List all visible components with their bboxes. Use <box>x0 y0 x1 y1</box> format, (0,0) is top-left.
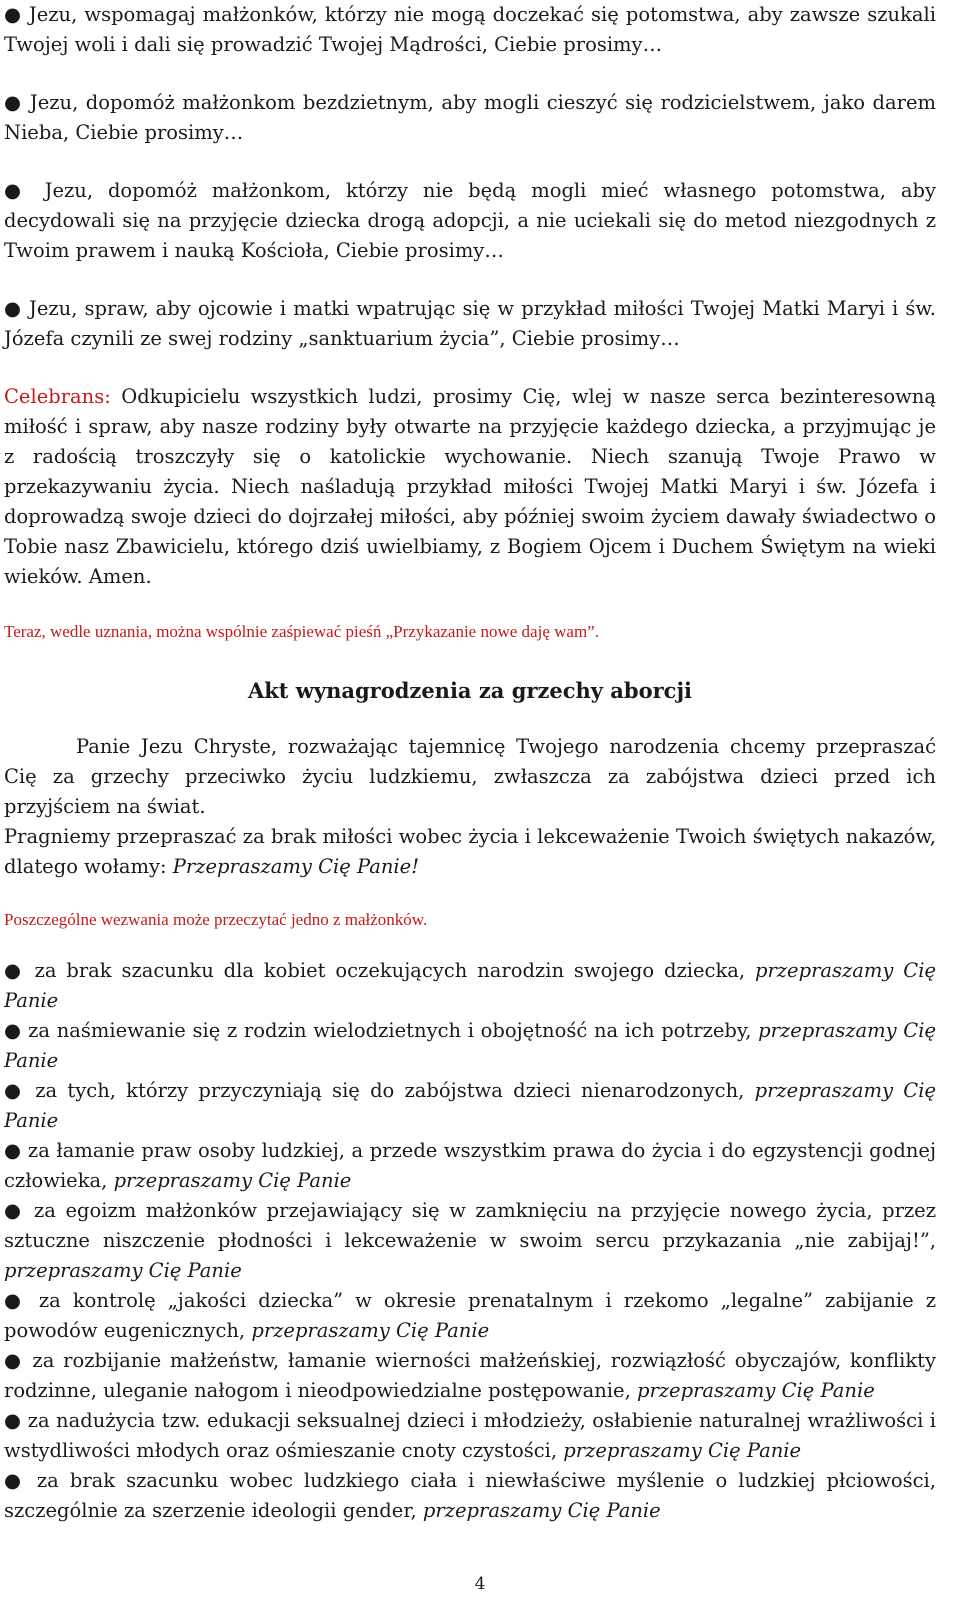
petition-text: ● za kontrolę „jakości dziecka” w okresie prenatalnym i rzekomo „legalne” zabijanie z powodów eugenicznych, <box>4 1289 936 1342</box>
petition-response: przepraszamy Cię Panie <box>113 1169 352 1192</box>
intercession-2: ● Jezu, dopomóż małżonkom bezdzietnym, aby mogli cieszyć się rodzicielstwem, jako darem Nieba, Ciebie prosimy… <box>4 91 936 144</box>
intro-paragraph-1: Panie Jezu Chryste, rozważając tajemnicę Twojego narodzenia chcemy przepraszać Cię za grzechy przeciwko życiu ludzkiemu, zwłaszcza za zabójstwa dzieci przed ich przyjściem na świat. <box>4 735 936 818</box>
petition-response: przepraszamy Cię Panie <box>251 1319 490 1342</box>
petition-response: przepraszamy Cię Panie <box>4 959 937 1012</box>
petition-text: ● za naśmiewanie się z rodzin wielodzietnych i obojętność na ich potrzeby, <box>4 1019 759 1042</box>
petition-text: ● za brak szacunku dla kobiet oczekujących narodzin swojego dziecka, <box>4 959 755 982</box>
petition-text: ● za łamanie praw osoby ludzkiej, a przede wszystkim prawa do życia i do egzystencji godnej człowieka, <box>4 1139 936 1192</box>
petition-item <box>4 1286 936 1346</box>
petition-response: przepraszamy Cię Panie <box>563 1439 802 1462</box>
celebrant-label: Celebrans: <box>4 385 111 408</box>
petition-item <box>4 1466 936 1526</box>
petition-item <box>4 956 936 1016</box>
petition-item <box>4 1076 936 1136</box>
petition-text: ● za nadużycia tzw. edukacji seksualnej dzieci i młodzieży, osłabienie naturalnej wrażliwości i wstydliwości młodych oraz ośmieszanie cnoty czystości, <box>4 1409 936 1462</box>
section-heading: Akt wynagrodzenia za grzechy aborcji <box>247 678 693 703</box>
petition-item <box>4 1136 936 1196</box>
intro-paragraph-2 <box>4 822 936 882</box>
intro-text: Pragniemy przepraszać za brak miłości wobec życia i lekceważenie Twoich świętych nakazów, dlatego wołamy: <box>4 825 936 878</box>
petition-item <box>4 1346 936 1406</box>
document-page <box>4 0 936 1526</box>
petition-response: przepraszamy Cię Panie <box>4 1079 936 1132</box>
petition-text: ● za brak szacunku wobec ludzkiego ciała i niewłaściwe myślenie o ludzkiej płciowości, szczególnie za szerzenie ideologii gender, <box>4 1469 936 1522</box>
petition-response: przepraszamy Cię Panie <box>636 1379 875 1402</box>
celebrant-prayer <box>4 382 936 592</box>
intercession-1: ● Jezu, wspomagaj małżonków, którzy nie mogą doczekać się potomstwa, aby zawsze szukali Twojej woli i dali się prowadzić Twojej Mądrości, Ciebie prosimy… <box>4 3 936 56</box>
intro-response: Przepraszamy Cię Panie! <box>172 855 420 878</box>
celebrant-text: Odkupicielu wszystkich ludzi, prosimy Cię, wlej w nasze serca bezinteresowną miłość i spraw, aby nasze rodziny były otwarte na przyjęcie każdego dziecka, a przyjmując je z radością troszczyły się o katolickie wychowanie. Niech szanują Twoje Prawo w przekazywaniu życia. Niech naśladują przykład miłości Twojej Matki Maryi i św. Józefa i doprowadzą swoje dzieci do dojrzałej miłości, aby później swoim życiem dawały świadectwo o Tobie nasz Zbawicielu, którego dziś uwielbiamy, z Bogiem Ojcem i Duchem Świętym na wieki wieków. Amen. <box>4 385 936 588</box>
petition-text: ● za tych, którzy przyczyniają się do zabójstwa dzieci nienarodzonych, <box>4 1079 755 1102</box>
intercession-4: ● Jezu, spraw, aby ojcowie i matki wpatrując się w przykład miłości Twojej Matki Maryi i św. Józefa czynili ze swej rodziny „sanktuarium życia”, Ciebie prosimy… <box>4 297 936 350</box>
petition-item <box>4 1406 936 1466</box>
petition-response: przepraszamy Cię Panie <box>4 1019 937 1072</box>
petition-item <box>4 1016 936 1076</box>
petition-response: przepraszamy Cię Panie <box>4 1259 242 1282</box>
petition-response: przepraszamy Cię Panie <box>422 1499 661 1522</box>
rubric-petitions: Poszczególne wezwania może przeczytać jedno z małżonków. <box>4 910 428 929</box>
page-number: 4 <box>474 1574 486 1594</box>
petition-text: ● za rozbijanie małżeństw, łamanie wierności małżeńskiej, rozwiązłość obyczajów, konflikty rodzinne, uleganie nałogom i nieodpowiedzialne postępowanie, <box>4 1349 936 1402</box>
petitions-list <box>4 956 936 1526</box>
intercession-3: ● Jezu, dopomóż małżonkom, którzy nie będą mogli mieć własnego potomstwa, aby decydowali się na przyjęcie dziecka drogą adopcji, a nie uciekali się do metod niezgodnych z Twoim prawem i nauką Kościoła, Ciebie prosimy… <box>4 179 936 262</box>
rubric-song: Teraz, wedle uznania, można wspólnie zaśpiewać pieśń „Przykazanie nowe daję wam”. <box>4 622 599 641</box>
petition-text: ● za egoizm małżonków przejawiający się w zamknięciu na przyjęcie nowego życia, przez sztuczne niszczenie płodności i lekceważenie w swoim sercu przykazania „nie zabijaj!”, <box>4 1199 936 1252</box>
petition-item <box>4 1196 936 1286</box>
